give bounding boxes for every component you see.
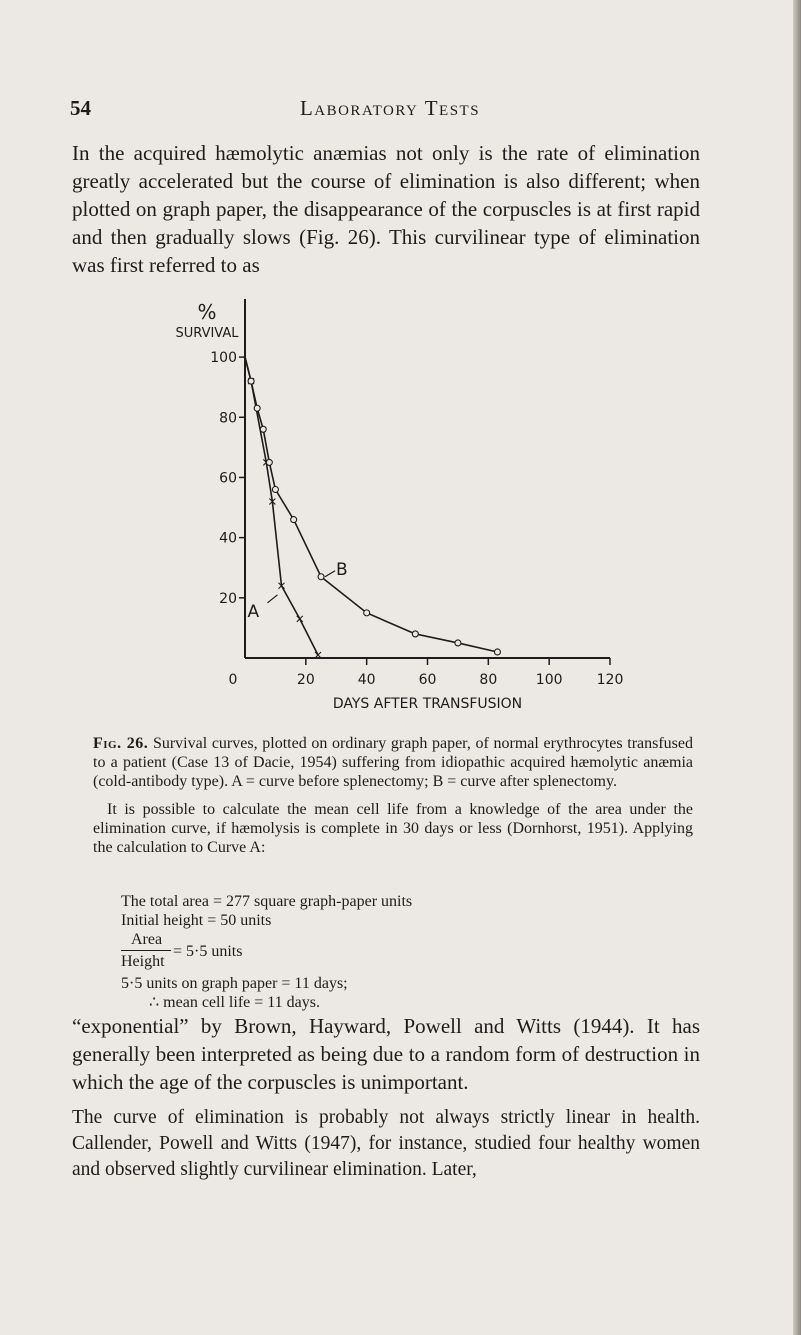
paragraph-2: “exponential” by Brown, Hayward, Powell and Witts (1944). It has generally been interpreted as being due to a random form of destruction in which the age of the corpuscles is unimportant. <box>72 1014 700 1094</box>
fraction-numerator: Area <box>131 931 163 948</box>
x-tick-label: 120 <box>596 672 624 688</box>
paragraph-3: The curve of elimination is probably not always strictly linear in health. Callender, Powell and Witts (1947), for instance, studied four healthy women and observed slightly curvilinear elimination. Later, <box>72 1107 700 1180</box>
x-tick-label: 100 <box>535 672 563 688</box>
y-tick-label: 60 <box>219 470 237 487</box>
calc-graph-days: 5·5 units on graph paper = 11 days; <box>121 975 348 992</box>
y-axis-label: SURVIVAL <box>175 326 239 341</box>
x-tick-label: 60 <box>418 672 437 688</box>
curve-b-point <box>266 459 272 465</box>
paragraph-1: In the acquired hæmolytic anæmias not only is the rate of elimination greatly accelerated but the course of elimination is also different; when plotted on graph paper, the disappearance of the corpuscles is at first rapid and then gradually slows (Fig. 26). This curvilinear type of elimination was first referred to as <box>72 141 700 277</box>
curve-a-point <box>297 616 303 622</box>
fraction-denominator: Height <box>121 953 165 970</box>
calculation-intro: It is possible to calculate the mean cell life from a knowledge of the area under the elimination curve, if hæmolysis is complete in 30 days or less (Dornhorst, 1951). Applying the calculation to Curve A: <box>93 801 693 856</box>
x-tick-label: 80 <box>479 672 498 688</box>
survival-chart-svg <box>160 282 640 722</box>
curve-b-point <box>248 378 254 384</box>
x-axis-label: DAYS AFTER TRANSFUSION <box>332 696 523 712</box>
curve-b-point <box>272 486 278 492</box>
curve-b-point <box>455 640 461 646</box>
figure-label: Fig. 26. <box>93 735 149 752</box>
curve-b-point <box>291 517 297 523</box>
page-number: 54 <box>70 96 91 120</box>
chart-curves <box>245 357 497 655</box>
curve-b-point <box>254 405 260 411</box>
x-tick-label: 20 <box>296 672 315 688</box>
chart-axes <box>245 299 610 658</box>
y-tick-label: 40 <box>219 530 237 547</box>
curve-b-point <box>412 631 418 637</box>
figure-caption-text: Survival curves, plotted on ordinary graph paper, of normal erythrocytes transfused to a patient (Case 13 of Dacie, 1954) suffering from idiopathic acquired hæmolytic anæmia (cold-antibody type). A = curve before splenectomy; B = curve after splenectomy. <box>93 735 694 790</box>
curve-b-point <box>494 649 500 655</box>
fraction-result: = 5·5 units <box>173 943 243 960</box>
survival-chart <box>160 282 640 722</box>
curve-b-label: B <box>336 559 348 580</box>
chart-ticks <box>210 350 623 688</box>
y-tick-label: 20 <box>219 590 237 607</box>
page-edge <box>793 0 801 1335</box>
curve-b-point <box>318 574 324 580</box>
calc-mean-life: ∴ mean cell life = 11 days. <box>149 994 320 1011</box>
running-title: Laboratory Tests <box>299 96 481 120</box>
curve-b-point <box>260 426 266 432</box>
curve-a-leader <box>268 595 278 603</box>
y-axis-symbol: % <box>197 300 217 324</box>
area-height-fraction <box>121 931 261 976</box>
curve-b <box>245 357 497 652</box>
curve-b-leader <box>325 571 335 577</box>
y-tick-label: 100 <box>210 350 237 367</box>
page-header <box>70 96 710 126</box>
fraction-bar <box>121 950 171 951</box>
figure-caption <box>93 734 693 791</box>
calc-total-area: The total area = 277 square graph-paper units <box>121 893 413 910</box>
calc-initial-height: Initial height = 50 units <box>121 912 272 929</box>
y-tick-label: 80 <box>219 410 237 427</box>
x-tick-label: 40 <box>357 672 376 688</box>
curve-a-label: A <box>247 601 260 622</box>
curve-b-point <box>364 610 370 616</box>
x-tick-label: 0 <box>228 672 238 688</box>
